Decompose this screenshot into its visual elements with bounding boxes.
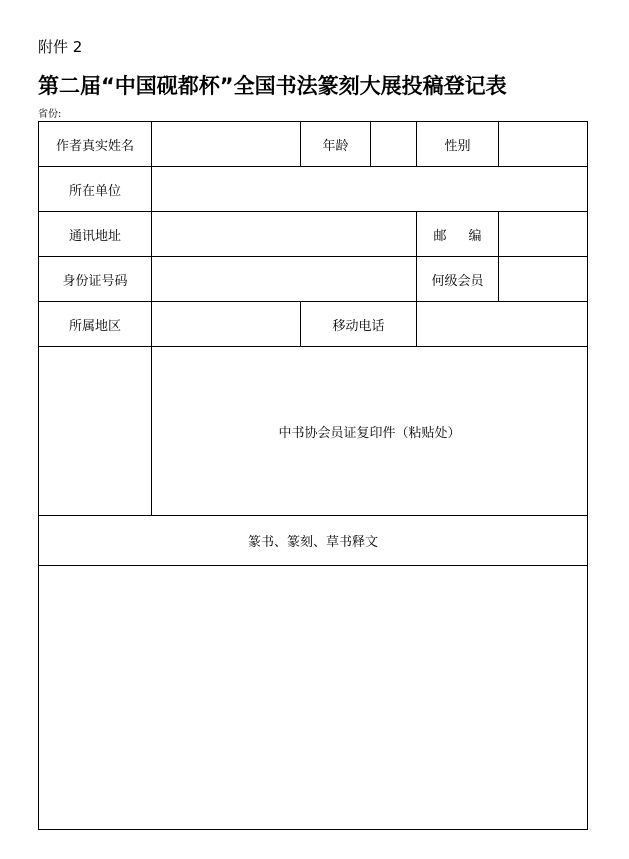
form-row-transcription-header	[39, 516, 588, 566]
form-row-unit	[39, 167, 588, 212]
age-field[interactable]	[371, 122, 417, 167]
age-label: 年龄	[301, 122, 371, 167]
member-level-label: 何级会员	[417, 257, 499, 302]
mobile-label: 移动电话	[301, 302, 417, 347]
registration-form	[38, 121, 588, 830]
postal-label-part-1: 邮	[433, 228, 447, 244]
form-row-region	[39, 302, 588, 347]
transcription-label: 篆书、篆刻、草书释文	[39, 516, 588, 566]
transcription-field[interactable]	[39, 566, 588, 830]
member-level-field[interactable]	[499, 257, 588, 302]
postal-code-field[interactable]	[499, 212, 588, 257]
gender-label: 性别	[417, 122, 499, 167]
id-field[interactable]	[152, 257, 417, 302]
address-label: 通讯地址	[39, 212, 152, 257]
form-row-name	[39, 122, 588, 167]
region-field[interactable]	[152, 302, 301, 347]
unit-field[interactable]	[152, 167, 588, 212]
unit-label: 所在单位	[39, 167, 152, 212]
membership-blank-cell	[39, 347, 152, 516]
name-field[interactable]	[152, 122, 301, 167]
page-title: 第二届“中国砚都杯”全国书法篆刻大展投稿登记表	[38, 74, 507, 98]
attachment-label: 附件 2	[38, 38, 83, 56]
form-row-transcription-area	[39, 566, 588, 830]
id-label: 身份证号码	[39, 257, 152, 302]
form-row-membership-card	[39, 347, 588, 516]
region-label: 所属地区	[39, 302, 152, 347]
gender-field[interactable]	[499, 122, 588, 167]
postal-code-label	[417, 212, 499, 257]
postal-label-part-2: 编	[468, 228, 482, 244]
name-label: 作者真实姓名	[39, 122, 152, 167]
form-row-address	[39, 212, 588, 257]
form-row-id	[39, 257, 588, 302]
mobile-field[interactable]	[417, 302, 588, 347]
membership-card-paste-area[interactable]: 中书协会员证复印件（粘贴处）	[152, 347, 588, 516]
address-field[interactable]	[152, 212, 417, 257]
province-label: 省份:	[38, 109, 62, 120]
